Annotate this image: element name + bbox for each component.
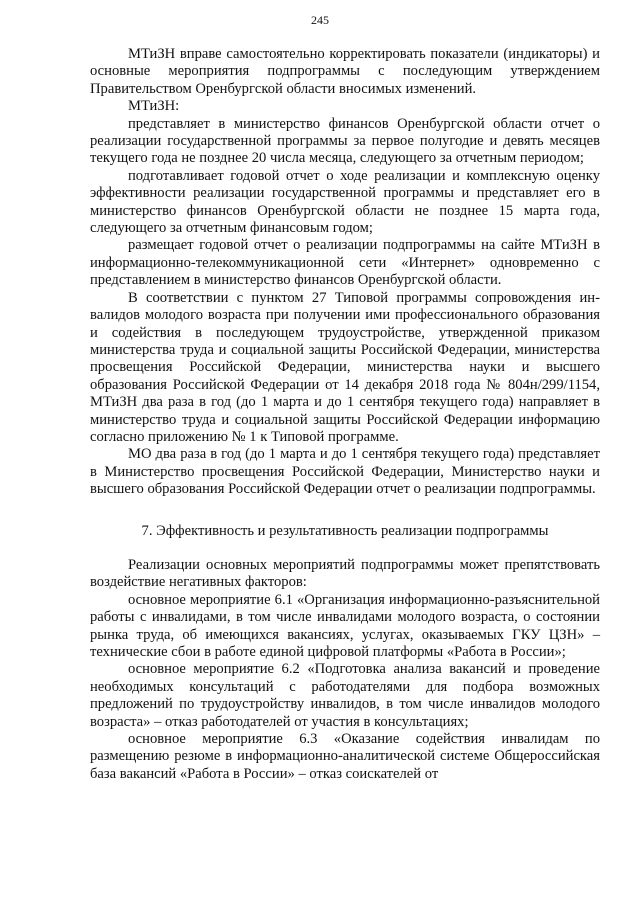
paragraph: основное мероприятие 6.1 «Организация информационно-разъяснительной работы с инвалидами, в том числе инвалидами молодого возраста, о состоянии рынка труда, об имеющихся вакансиях, услугах, оказываемых ГКУ ЦЗН» – технические сбои в работе единой цифровой платформы «Работа в России»; xyxy=(90,591,600,660)
paragraph: размещает годовой отчет о реализации подпрограммы на сайте МТиЗН в информационно-телекоммуникационной сети «Интернет» одновременно с представлением в министерство финансов Оренбургской области. xyxy=(90,237,600,289)
page-number: 245 xyxy=(311,13,329,27)
section-heading: 7. Эффективность и результативность реализации подпрограммы xyxy=(141,522,549,539)
document-body xyxy=(90,46,600,783)
paragraph: представляет в министерство финансов Оренбургской области отчет о реализации государственной программы за первое полугодие и девять месяцев текущего года не позднее 20 числа месяца, следующего за отчетным периодом; xyxy=(90,115,600,167)
paragraph: В соответствии с пунктом 27 Типовой программы сопровождения инвалидов молодого возраста при получении ими профессионального образования и содействия в последующем трудоустройстве, утвержденной приказом министерства труда и социальной защиты Российской Федерации, министерства просвещения Российской Федерации, министерства науки и высшего образования Российской Федерации от 14 декабря 2018 года № 804н/299/1154, МТиЗН два раза в год (до 1 марта и до 1 сентября текущего года) направляет в министерство труда и социальной защиты Российской Федерации информацию согласно приложению № 1 к Типовой программе. xyxy=(90,289,600,445)
paragraph: Реализации основных мероприятий подпрограммы может препятствовать воздействие негативных факторов: xyxy=(90,556,600,591)
paragraph: МТиЗН: xyxy=(128,98,180,115)
paragraph: основное мероприятие 6.3 «Оказание содействия инвалидам по размещению резюме в информационно-аналитической системе Общероссийская база вакансий «Работа в России» – отказ соискателей от xyxy=(90,731,600,782)
paragraph: МТиЗН вправе самостоятельно корректировать показатели (индикаторы) и основные мероприятия подпрограммы с последующим утверждением Правительством Оренбургской области вносимых изменений. xyxy=(90,46,600,97)
paragraph: подготавливает годовой отчет о ходе реализации и комплексную оценку эффективности реализации государственной программы и представляет его в министерство финансов Оренбургской области не позднее 15 марта года, следующего за отчетным финансовым годом; xyxy=(90,167,600,237)
paragraph: МО два раза в год (до 1 марта и до 1 сентября текущего года) представляет в Министерство просвещения Российской Федерации, Министерство науки и высшего образования Российской Федерации отчет о реализации подпрограммы. xyxy=(90,446,600,498)
paragraph: основное мероприятие 6.2 «Подготовка анализа вакансий и проведение необходимых консультаций с работодателями для подбора возможных предложений по трудоустройству инвалидов, в том числе инвалидов молодого возраста» – отказ работодателей от участия в консультациях; xyxy=(90,661,600,730)
